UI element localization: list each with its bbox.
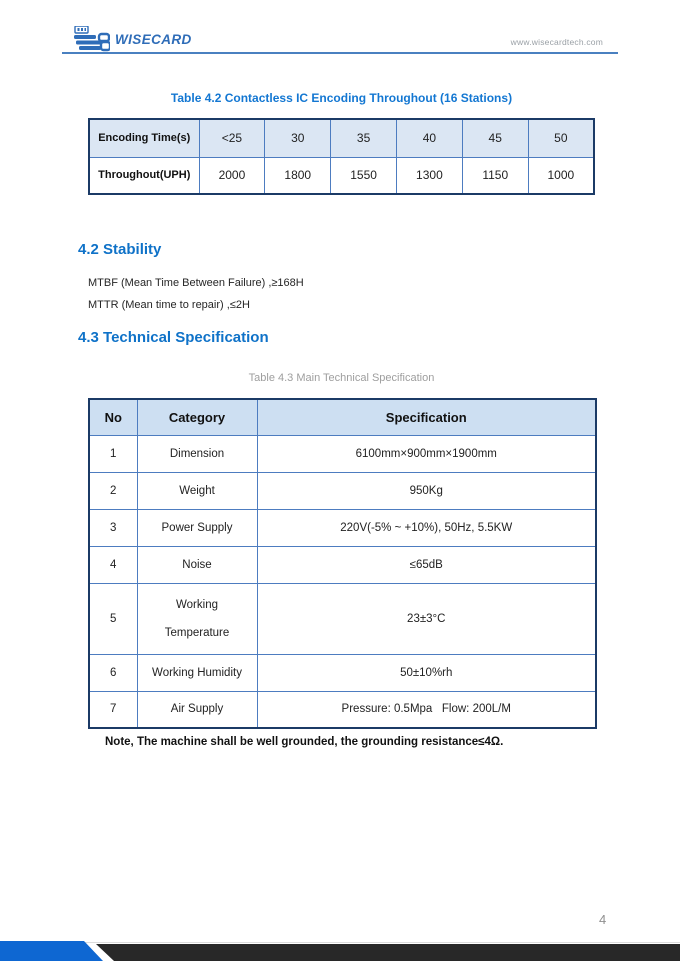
t42-cell: 1150 (462, 157, 528, 194)
t43-col-header: No (89, 399, 137, 435)
page-number: 4 (599, 912, 607, 927)
t42-cell: 1300 (396, 157, 462, 194)
t43-no-cell: 1 (89, 435, 137, 472)
table-row (89, 691, 596, 728)
t42-row-label: Throughout(UPH) (89, 157, 199, 194)
t43-no-cell: 6 (89, 654, 137, 691)
grounding-note: Note, The machine shall be well grounded, the grounding resistance≤4Ω. (105, 736, 504, 748)
t42-cell: 30 (265, 119, 331, 157)
table-row (89, 546, 596, 583)
t43-category-cell: Dimension (137, 435, 257, 472)
t43-spec-cell: 950Kg (257, 472, 596, 509)
t43-no-cell: 2 (89, 472, 137, 509)
table-4-2-encoding-throughput (88, 118, 595, 195)
t42-cell: 40 (396, 119, 462, 157)
footer-dark-bar (0, 944, 680, 961)
t43-no-cell: 7 (89, 691, 137, 728)
website-url: www.wisecardtech.com (510, 37, 603, 47)
brand-logo (74, 26, 192, 53)
t42-cell: 50 (528, 119, 594, 157)
t43-category-cell: Power Supply (137, 509, 257, 546)
t43-category-cell: Air Supply (137, 691, 257, 728)
footer-divider (0, 942, 680, 943)
t43-spec-cell: 23±3°C (257, 583, 596, 654)
table-row (89, 119, 594, 157)
t43-category-cell: Noise (137, 546, 257, 583)
t43-no-cell: 5 (89, 583, 137, 654)
section-heading-4-2: 4.2 Stability (78, 241, 162, 258)
t42-cell: 35 (331, 119, 397, 157)
table-row (89, 435, 596, 472)
category-line: Temperature (164, 626, 230, 639)
t43-spec-cell: ≤65dB (257, 546, 596, 583)
mttr-line: MTTR (Mean time to repair) ,≤2H (88, 299, 250, 311)
t42-cell: 1000 (528, 157, 594, 194)
mtbf-line: MTBF (Mean Time Between Failure) ,≥168H (88, 277, 304, 289)
table-row (89, 583, 596, 654)
category-line: Working (176, 598, 218, 611)
table-4-2-title: Table 4.2 Contactless IC Encoding Throughout (16 Stations) (170, 91, 513, 105)
table-header-row (89, 399, 596, 435)
t43-spec-cell: 50±10%rh (257, 654, 596, 691)
t42-cell: 1800 (265, 157, 331, 194)
t43-no-cell: 4 (89, 546, 137, 583)
table-row (89, 509, 596, 546)
table-4-3-caption: Table 4.3 Main Technical Specification (248, 372, 435, 384)
t43-col-header: Specification (257, 399, 596, 435)
table-4-3-technical-specification (88, 398, 597, 729)
t43-no-cell: 3 (89, 509, 137, 546)
brand-name: WISECARD (115, 32, 192, 47)
t42-row-label: Encoding Time(s) (89, 119, 199, 157)
table-row (89, 472, 596, 509)
t43-category-cell: Weight (137, 472, 257, 509)
t43-spec-cell: Pressure: 0.5Mpa Flow: 200L/M (257, 691, 596, 728)
header-divider (62, 52, 618, 54)
t43-spec-cell: 220V(-5% ~ +10%), 50Hz, 5.5KW (257, 509, 596, 546)
t42-cell: 45 (462, 119, 528, 157)
t43-category-cell: Working Humidity (137, 654, 257, 691)
t43-spec-cell: 6100mm×900mm×1900mm (257, 435, 596, 472)
t42-cell: 1550 (331, 157, 397, 194)
t43-category-cell (137, 583, 257, 654)
section-heading-4-3: 4.3 Technical Specification (78, 329, 269, 346)
table-row (89, 157, 594, 194)
t42-cell: 2000 (199, 157, 265, 194)
table-row (89, 654, 596, 691)
t42-cell: <25 (199, 119, 265, 157)
wisecard-logo-icon (74, 26, 110, 53)
t43-col-header: Category (137, 399, 257, 435)
